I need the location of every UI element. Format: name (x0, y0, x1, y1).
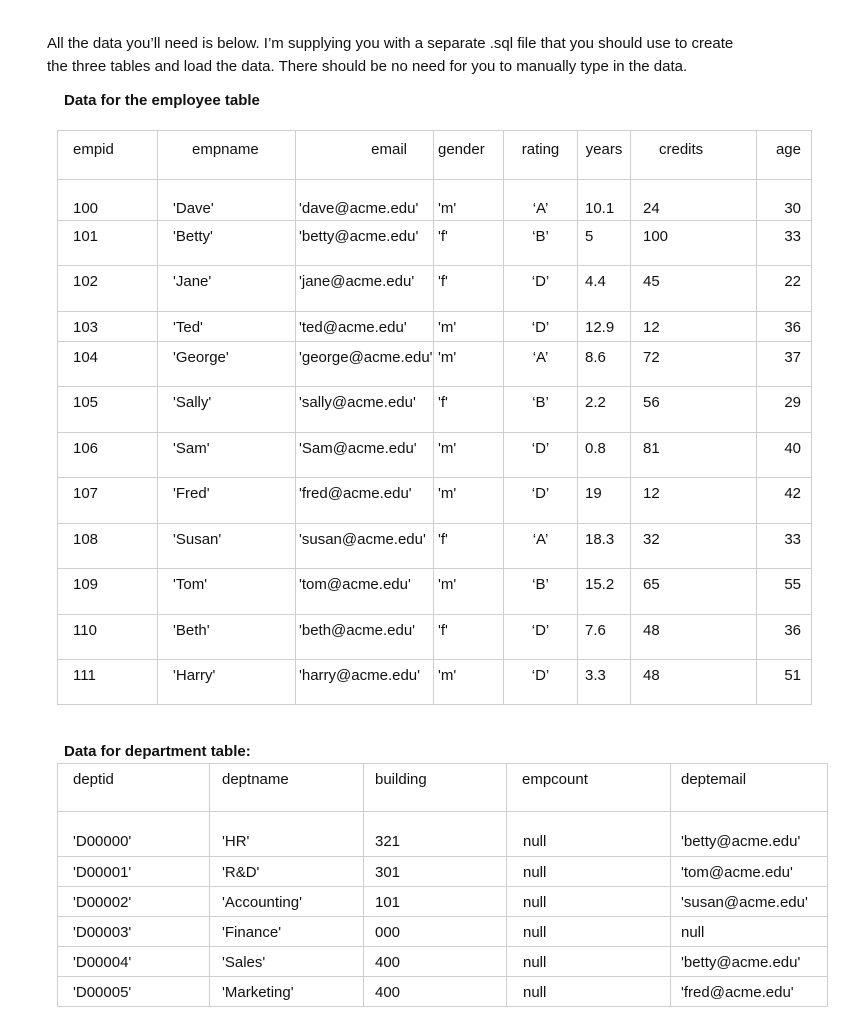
table-cell: 'Jane' (158, 266, 296, 312)
table-cell: 48 (631, 660, 757, 705)
table-cell: 22 (757, 266, 812, 312)
department-header-row (58, 764, 828, 812)
table-row (58, 312, 812, 342)
table-row (58, 180, 812, 221)
table-cell: null (507, 857, 671, 887)
table-cell: 'sally@acme.edu' (296, 387, 434, 433)
table-cell: 81 (631, 433, 757, 478)
table-cell: 5 (578, 221, 631, 266)
table-cell: 12.9 (578, 312, 631, 342)
table-cell: null (507, 947, 671, 977)
table-cell: 42 (757, 478, 812, 524)
table-cell: 15.2 (578, 569, 631, 615)
table-row (58, 615, 812, 660)
table-row (58, 977, 828, 1007)
table-cell: 33 (757, 524, 812, 569)
table-cell: 'Beth' (158, 615, 296, 660)
table-cell: 0.8 (578, 433, 631, 478)
table-cell: 37 (757, 342, 812, 387)
table-row (58, 857, 828, 887)
table-cell: 32 (631, 524, 757, 569)
table-cell: ‘A’ (504, 524, 578, 569)
table-cell: 33 (757, 221, 812, 266)
table-cell: 'HR' (210, 812, 364, 857)
table-cell: null (507, 977, 671, 1007)
table-cell: 'ted@acme.edu' (296, 312, 434, 342)
table-cell: 104 (58, 342, 158, 387)
employee-header-row (58, 131, 812, 180)
table-cell: 51 (757, 660, 812, 705)
table-cell: 'betty@acme.edu' (671, 812, 828, 857)
table-cell: null (507, 887, 671, 917)
table-cell: 'Finance' (210, 917, 364, 947)
table-cell: 'm' (434, 312, 504, 342)
table-cell: ‘A’ (504, 342, 578, 387)
table-row (58, 387, 812, 433)
intro-line-1: All the data you’ll need is below. I’m supplying you with a separate .sql file that you should use to create (47, 35, 734, 52)
table-cell: 'beth@acme.edu' (296, 615, 434, 660)
department-table (57, 763, 828, 1007)
table-row (58, 887, 828, 917)
table-cell: 'm' (434, 180, 504, 221)
table-cell: 'george@acme.edu' (296, 342, 434, 387)
table-cell: 103 (58, 312, 158, 342)
table-cell: 'f' (434, 615, 504, 660)
table-row (58, 524, 812, 569)
table-cell: 10.1 (578, 180, 631, 221)
table-cell: ‘D’ (504, 266, 578, 312)
table-cell: 'Betty' (158, 221, 296, 266)
table-cell: 'susan@acme.edu' (296, 524, 434, 569)
intro-line-2: the three tables and load the data. There should be no need for you to manually type in the data. (47, 58, 688, 75)
table-cell: 100 (631, 221, 757, 266)
table-cell: null (671, 917, 828, 947)
column-header: credits (631, 131, 757, 180)
table-cell: 'Ted' (158, 312, 296, 342)
table-cell: 'm' (434, 342, 504, 387)
table-cell: 321 (364, 812, 507, 857)
table-cell: 7.6 (578, 615, 631, 660)
table-cell: null (507, 812, 671, 857)
table-cell: 'dave@acme.edu' (296, 180, 434, 221)
table-cell: 'Fred' (158, 478, 296, 524)
table-cell: 'George' (158, 342, 296, 387)
table-cell: 'Susan' (158, 524, 296, 569)
table-cell: 'f' (434, 221, 504, 266)
table-cell: 'fred@acme.edu' (296, 478, 434, 524)
column-header: building (364, 764, 507, 812)
table-cell: 106 (58, 433, 158, 478)
table-cell: 'betty@acme.edu' (296, 221, 434, 266)
table-cell: 55 (757, 569, 812, 615)
column-header: empid (58, 131, 158, 180)
table-cell: 111 (58, 660, 158, 705)
table-cell: 400 (364, 977, 507, 1007)
table-cell: 56 (631, 387, 757, 433)
table-cell: ‘B’ (504, 569, 578, 615)
table-cell: 2.2 (578, 387, 631, 433)
table-row (58, 812, 828, 857)
table-cell: 'Sam' (158, 433, 296, 478)
table-cell: 48 (631, 615, 757, 660)
employee-table-heading: Data for the employee table (64, 92, 260, 109)
table-cell: 12 (631, 312, 757, 342)
table-cell: 109 (58, 569, 158, 615)
table-row (58, 947, 828, 977)
table-cell: 3.3 (578, 660, 631, 705)
table-cell: 'D00003' (58, 917, 210, 947)
department-table-heading: Data for department table: (64, 743, 251, 760)
table-cell: ‘D’ (504, 433, 578, 478)
employee-table (57, 130, 812, 705)
intro-text (47, 32, 807, 78)
table-cell: 36 (757, 615, 812, 660)
table-cell: 301 (364, 857, 507, 887)
table-cell: 101 (364, 887, 507, 917)
table-cell: 'm' (434, 433, 504, 478)
table-cell: 000 (364, 917, 507, 947)
table-cell: 'Sally' (158, 387, 296, 433)
table-cell: null (507, 917, 671, 947)
table-cell: 4.4 (578, 266, 631, 312)
table-cell: 'f' (434, 387, 504, 433)
table-cell: ‘D’ (504, 615, 578, 660)
table-cell: ‘A’ (504, 180, 578, 221)
table-cell: 24 (631, 180, 757, 221)
table-row (58, 266, 812, 312)
table-row (58, 569, 812, 615)
table-cell: ‘D’ (504, 660, 578, 705)
table-cell: 'D00001' (58, 857, 210, 887)
table-cell: 'fred@acme.edu' (671, 977, 828, 1007)
table-cell: ‘D’ (504, 478, 578, 524)
table-cell: 'Tom' (158, 569, 296, 615)
column-header: empname (158, 131, 296, 180)
table-cell: 'tom@acme.edu' (671, 857, 828, 887)
table-row (58, 478, 812, 524)
table-cell: 400 (364, 947, 507, 977)
table-cell: 'D00005' (58, 977, 210, 1007)
column-header: gender (434, 131, 504, 180)
table-cell: 'D00004' (58, 947, 210, 977)
table-cell: 72 (631, 342, 757, 387)
table-row (58, 660, 812, 705)
table-row (58, 342, 812, 387)
column-header: years (578, 131, 631, 180)
table-row (58, 917, 828, 947)
table-cell: 'betty@acme.edu' (671, 947, 828, 977)
column-header: deptname (210, 764, 364, 812)
table-cell: 'Marketing' (210, 977, 364, 1007)
table-cell: 'f' (434, 524, 504, 569)
table-cell: 'tom@acme.edu' (296, 569, 434, 615)
column-header: rating (504, 131, 578, 180)
table-cell: 'R&D' (210, 857, 364, 887)
table-cell: 'Sam@acme.edu' (296, 433, 434, 478)
table-cell: 8.6 (578, 342, 631, 387)
table-cell: 'jane@acme.edu' (296, 266, 434, 312)
table-cell: 108 (58, 524, 158, 569)
table-cell: 29 (757, 387, 812, 433)
table-cell: 'D00000' (58, 812, 210, 857)
table-cell: 65 (631, 569, 757, 615)
table-cell: 36 (757, 312, 812, 342)
table-cell: ‘D’ (504, 312, 578, 342)
table-cell: 'Accounting' (210, 887, 364, 917)
table-cell: 'm' (434, 478, 504, 524)
table-cell: 'harry@acme.edu' (296, 660, 434, 705)
table-cell: 'm' (434, 660, 504, 705)
table-cell: 19 (578, 478, 631, 524)
table-cell: ‘B’ (504, 221, 578, 266)
table-cell: 'susan@acme.edu' (671, 887, 828, 917)
table-cell: 105 (58, 387, 158, 433)
column-header: email (296, 131, 434, 180)
column-header: empcount (507, 764, 671, 812)
table-cell: 107 (58, 478, 158, 524)
table-cell: ‘B’ (504, 387, 578, 433)
table-cell: 'Sales' (210, 947, 364, 977)
table-row (58, 221, 812, 266)
table-cell: 'Harry' (158, 660, 296, 705)
table-cell: 18.3 (578, 524, 631, 569)
table-cell: 101 (58, 221, 158, 266)
table-cell: 110 (58, 615, 158, 660)
column-header: deptemail (671, 764, 828, 812)
column-header: age (757, 131, 812, 180)
table-cell: 'm' (434, 569, 504, 615)
column-header: deptid (58, 764, 210, 812)
table-row (58, 433, 812, 478)
table-cell: 102 (58, 266, 158, 312)
table-cell: 'f' (434, 266, 504, 312)
table-cell: 30 (757, 180, 812, 221)
table-cell: 'D00002' (58, 887, 210, 917)
table-cell: 100 (58, 180, 158, 221)
table-cell: 'Dave' (158, 180, 296, 221)
table-cell: 12 (631, 478, 757, 524)
table-cell: 40 (757, 433, 812, 478)
table-cell: 45 (631, 266, 757, 312)
